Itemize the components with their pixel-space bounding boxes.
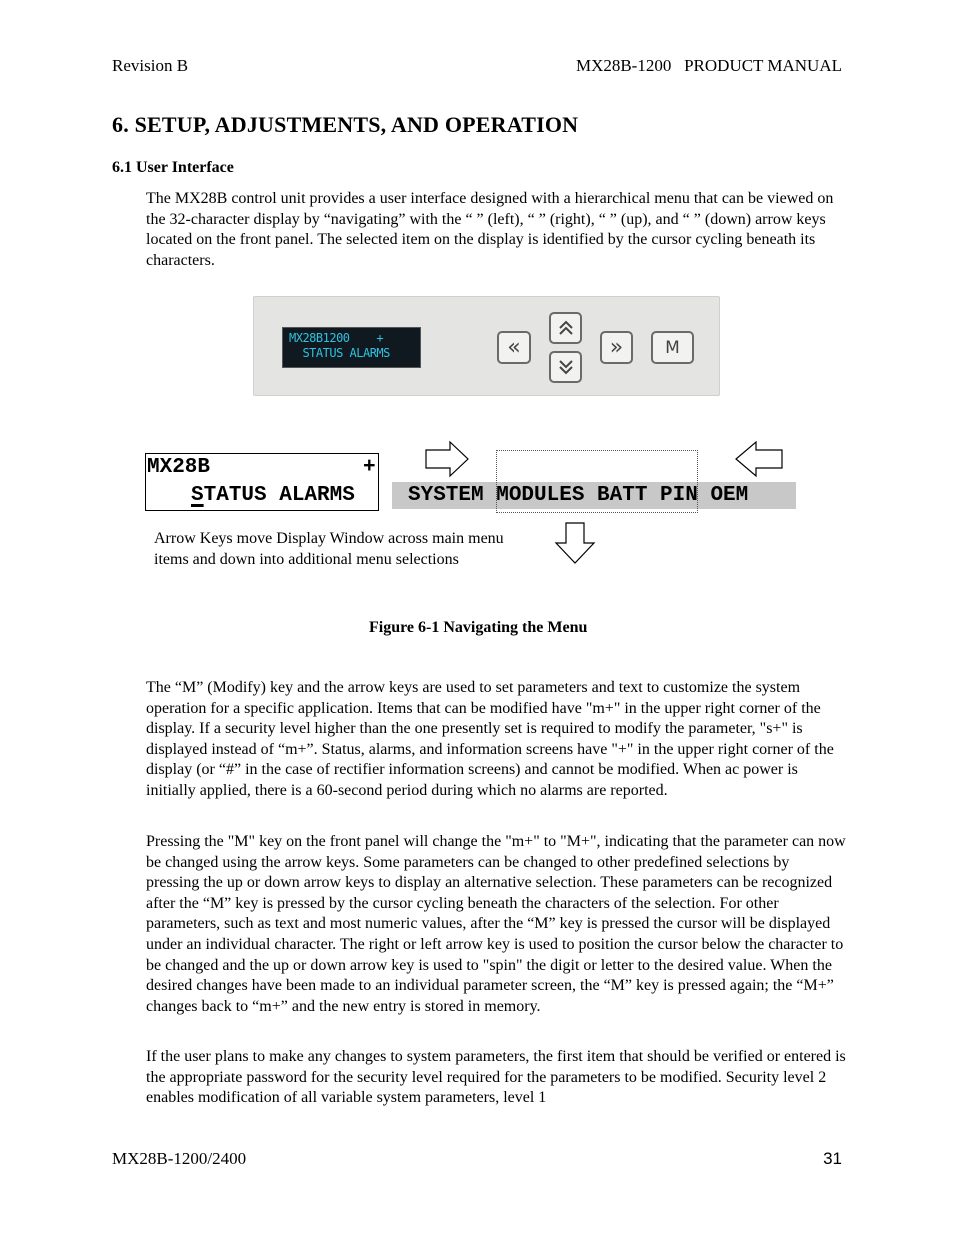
up-arrow-key (549, 312, 582, 344)
page-number: 31 (823, 1149, 842, 1168)
body-paragraph-2 (146, 832, 846, 1017)
down-arrow-key (549, 351, 582, 383)
down-arrow-icon (554, 521, 596, 565)
body-paragraph-3 (146, 1047, 846, 1109)
body-paragraph-1 (146, 678, 846, 802)
header-manual-title: MX28B-1200 PRODUCT MANUAL (575, 56, 842, 75)
modify-key: M (651, 331, 694, 364)
paragraph-text: The “M” (Modify) key and the arrow keys are used to set parameters and text to customize the system operation for a specific application. Items that can be modified have "m+" in the upper right corner of the display. If a security level higher than the one presently set is required to modify the parameter, "s+" is displayed instead of “m+”. Status, alarms, and information screens have "+" in the upper right corner of the display (or “#” in the case of rectifier information screens) and cannot be modified. When ac power is initially applied, there is a 60-second period during which no alarms are reported. (146, 679, 834, 799)
display-line2-rest: TATUS ALARMS (203, 484, 355, 507)
footer-model: MX28B-1200/2400 (112, 1149, 247, 1168)
right-arrow-key: » (600, 331, 633, 364)
paragraph-text: If the user plans to make any changes to system parameters, the first item that should be verified or entered is the appropriate password for the security level required for the parameters to be modified. Security level 2 enables modification of all variable system parameters, level 1 (146, 1048, 846, 1107)
diagram-caption: Arrow Keys move Display Window across main menu items and down into additional menu selections (154, 530, 504, 568)
main-menu-items: SYSTEM MODULES BATT PIN OEM (408, 484, 749, 507)
subsection-title: 6.1 User Interface (112, 159, 234, 176)
lcd-line-1: MX28B1200 + (289, 331, 384, 345)
display-line2 (191, 484, 355, 507)
double-chevron-down-icon (557, 357, 575, 377)
figure-caption: Figure 6-1 Navigating the Menu (369, 619, 588, 636)
left-arrow-key: « (497, 331, 531, 364)
display-line1-plus: + (363, 456, 376, 479)
right-arrow-icon (424, 440, 470, 478)
paragraph-text: Pressing the "M" key on the front panel will change the "m+" to "M+", indicating that the parameter can now be changed using the arrow keys. Some parameters can be changed to other predefined selections by pressing the up or down arrow keys to display an alternative selection. These parameters can be recognized after the “M” key is pressed by the cursor cycling beneath the characters of the selection. For other parameters, such as text and most numeric values, after the “M” key is pressed the cursor will be displayed under an individual character. The right or left arrow key is used to position the cursor below the character to be changed and the up or down arrow key is used to "spin" the digit or letter to the desired value. When the desired changes have been made to an individual parameter screen, the “M” key is pressed again; the “M+” changes back to “m+” and the new entry is stored in memory. (146, 833, 846, 1015)
display-line1-model: MX28B (147, 456, 211, 479)
intro-text: The MX28B control unit provides a user interface designed with a hierarchical menu that can be viewed on the 32-character display by “navigating” with the “ ” (left), “ ” (right), “ ” (up), and “ ” (down) arrow keys located on the front panel. The selected item on the display is identified by the cursor cycling beneath its characters. (146, 190, 834, 269)
cursor-character: S (191, 484, 204, 507)
section-title: 6. SETUP, ADJUSTMENTS, AND OPERATION (112, 112, 579, 137)
intro-paragraph (146, 189, 846, 271)
left-arrow-icon (734, 440, 784, 478)
lcd-display (282, 327, 421, 368)
lcd-line-2: STATUS ALARMS (289, 346, 390, 360)
header-revision: Revision B (112, 56, 189, 75)
double-chevron-up-icon (557, 318, 575, 338)
